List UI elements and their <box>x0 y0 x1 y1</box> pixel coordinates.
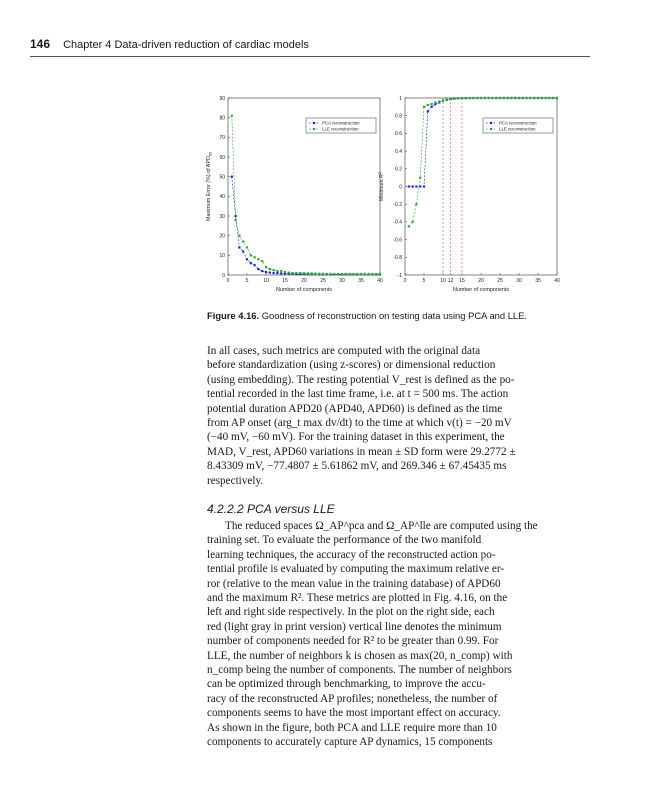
chart1-y-tick-label: 40 <box>219 194 225 201</box>
header-rule <box>30 56 590 57</box>
chart1-data-point-pca <box>265 271 267 273</box>
text-line: (using embedding). The resting potential V_rest is defined as the po- <box>207 373 515 386</box>
chart2-data-point-lle <box>545 97 547 99</box>
chart1-data-point-lle <box>280 270 282 272</box>
chart1-data-point-lle <box>284 271 286 273</box>
chart1-series-line-lle <box>232 116 380 274</box>
chart2-y-tick-label: 1 <box>399 95 402 102</box>
chart1-data-point-lle <box>337 273 339 275</box>
chart1-legend-marker <box>313 122 315 124</box>
chart1-data-point-lle <box>273 269 275 271</box>
chart2-data-point-lle <box>537 97 539 99</box>
chart1-series-line-pca <box>232 177 380 275</box>
figure-4-16 <box>195 90 571 302</box>
chart1-data-point-lle <box>371 273 373 275</box>
chart1-data-point-lle <box>364 273 366 275</box>
chart2-data-point-pca <box>431 106 433 108</box>
chart2-x-tick-label: 12 <box>447 278 454 284</box>
chart1-data-point-lle <box>238 235 240 237</box>
chart1-y-tick-label: 50 <box>219 174 225 181</box>
section-heading: 4.2.2.2 PCA versus LLE <box>207 502 335 516</box>
chart1-y-tick-label: 20 <box>219 233 225 240</box>
text-line: learning techniques, the accuracy of the reconstructed action po- <box>207 548 496 561</box>
text-line: from AP onset (arg_t max dv/dt) to the time at which v(t) = −20 mV <box>207 417 512 430</box>
chart1-x-tick-label: 25 <box>320 278 326 284</box>
chart2-data-point-lle <box>434 101 436 103</box>
chart2-x-tick-label: 35 <box>535 278 541 284</box>
chart2-data-point-lle <box>484 97 486 99</box>
chapter-title: Chapter 4 Data-driven reduction of cardiac models <box>63 39 309 51</box>
text-line: In all cases, such metrics are computed with the original data <box>207 345 481 357</box>
chart1-data-point-pca <box>250 262 252 264</box>
chart1-y-axis-label-sub: 60 <box>208 151 213 157</box>
chart1-x-axis-label: Number of components <box>275 287 333 293</box>
chart2-data-point-lle <box>499 97 501 99</box>
chart2-data-point-lle <box>488 97 490 99</box>
chart1-y-axis-label: Maximum Error (%) of $APD_{60}$ <box>206 151 213 222</box>
chart1-data-point-lle <box>311 272 313 274</box>
chart2-data-point-pca <box>415 185 417 187</box>
chart1-x-tick-label: 5 <box>245 278 249 284</box>
text-line: and the maximum R². These metrics are plotted in Fig. 4.16, on the <box>207 592 508 605</box>
chart2-data-point-lle <box>408 225 410 227</box>
text-line: tential profile is evaluated by computing the maximum relative er- <box>207 563 505 576</box>
chart1-legend-label: PCA reconstruction <box>322 120 360 126</box>
chart2-y-tick-label: -0.6 <box>393 237 402 244</box>
chart1-x-tick-label: 0 <box>226 278 230 284</box>
chart1-data-point-lle <box>352 273 354 275</box>
chart1-data-point-lle <box>333 273 335 275</box>
text-line: before standardization (using z-scores) or dimensional reduction <box>207 359 496 372</box>
chart1-data-point-pca <box>269 272 271 274</box>
chart1-data-point-lle <box>276 270 278 272</box>
text-line: left and right side respectively. In the plot on the right side, each <box>207 606 495 619</box>
chart1-data-point-lle <box>330 273 332 275</box>
chart1-data-point-lle <box>349 273 351 275</box>
chart2-data-point-lle <box>465 97 467 99</box>
text-line: racy of the reconstructed AP profiles; nonetheless, the number of <box>207 692 498 705</box>
caption-text: Goodness of reconstruction on testing data using PCA and LLE. <box>259 310 527 321</box>
chart2-y-tick-label: -0.4 <box>393 219 402 226</box>
chart2-data-point-lle <box>415 203 417 205</box>
chart2-data-point-lle <box>522 97 524 99</box>
chart2-data-point-pca <box>412 185 414 187</box>
chart1-data-point-lle <box>322 273 324 275</box>
chart2-data-point-pca <box>419 185 421 187</box>
chart1-data-point-lle <box>345 273 347 275</box>
caption-label: Figure 4.16. <box>207 310 260 321</box>
chart2-data-point-lle <box>427 104 429 106</box>
text-line: components seems to have the most important effect on accuracy. <box>207 707 501 720</box>
chart2-data-point-lle <box>533 97 535 99</box>
text-line: components to accurately capture AP dynamics, 15 components <box>207 736 493 749</box>
chart1-data-point-lle <box>231 115 233 117</box>
chart1-legend-marker <box>313 128 315 130</box>
text-line: MAD, V_rest, APD60 variations in mean ± SD form were 29.2772 ± <box>207 445 516 458</box>
chart2-data-point-lle <box>491 97 493 99</box>
chart1-legend-label: LLE reconstruction <box>322 126 359 132</box>
chart2-data-point-lle <box>419 177 421 179</box>
text-line: red (light gray in print version) vertical line denotes the minimum <box>207 620 502 633</box>
chart1-data-point-lle <box>303 272 305 274</box>
text-line: The reduced spaces Ω_AP^pca and Ω_AP^lle are computed using the <box>225 520 538 532</box>
chart2-x-tick-label: 25 <box>497 278 503 284</box>
text-line: (−40 mV, −60 mV). For the training dataset in this experiment, the <box>207 431 505 444</box>
chart1-y-tick-label: 10 <box>219 253 225 260</box>
chart1-data-point-lle <box>242 240 244 242</box>
chart2-data-point-lle <box>461 97 463 99</box>
chart2-data-point-lle <box>495 97 497 99</box>
chart1-data-point-lle <box>288 272 290 274</box>
chart2-x-tick-label: 40 <box>554 278 560 284</box>
chart2-data-point-lle <box>431 103 433 105</box>
text-line: As shown in the figure, both PCA and LLE require more than 10 <box>207 721 497 734</box>
chart2-data-point-lle <box>514 97 516 99</box>
chart2-y-axis-label-sup: 2 <box>378 171 382 174</box>
chart2-data-point-lle <box>552 97 554 99</box>
chart2-y-tick-label: 0.6 <box>395 131 402 138</box>
chart2-x-tick-label: 15 <box>459 278 465 284</box>
text-line: ror (relative to the mean value in the training database) of APD60 <box>207 577 501 590</box>
chart1-data-point-lle <box>356 273 358 275</box>
chart1-data-point-lle <box>250 254 252 256</box>
chart1-data-point-lle <box>299 272 301 274</box>
chart1-data-point-lle <box>235 219 237 221</box>
chart2-data-point-lle <box>556 97 558 99</box>
chart1-data-point-lle <box>326 273 328 275</box>
chart2-y-tick-label: 0.8 <box>395 113 402 120</box>
text-line: number of components needed for R² to be greater than 0.99. For <box>207 635 499 648</box>
chart1-data-point-pca <box>261 270 263 272</box>
chart2-y-tick-label: 0.4 <box>395 148 402 155</box>
chart2-legend-marker <box>490 128 492 130</box>
chart1-x-tick-label: 35 <box>358 278 364 284</box>
chart2-x-tick-label: 10 <box>440 278 446 284</box>
chart2-data-point-lle <box>446 99 448 101</box>
chart1-data-point-pca <box>238 246 240 248</box>
chart1-data-point-lle <box>265 266 267 268</box>
chart1-data-point-lle <box>314 273 316 275</box>
chart2-data-point-lle <box>541 97 543 99</box>
chart2-data-point-lle <box>469 97 471 99</box>
chart2-y-tick-label: -0.2 <box>393 202 402 208</box>
chart2-x-tick-label: 5 <box>422 278 426 284</box>
chart2-data-point-lle <box>548 97 550 99</box>
chart2-series-line-pca <box>409 98 557 187</box>
paragraph-metrics <box>207 344 561 488</box>
chart2-legend-label: PCA reconstruction <box>499 120 537 126</box>
chart1-y-tick-label: 90 <box>219 95 225 102</box>
chart2-y-tick-label: -0.8 <box>393 255 402 262</box>
chart2-y-tick-label: 0.2 <box>395 166 402 173</box>
chart2-data-point-lle <box>423 106 425 108</box>
text-line: can be optimized through benchmarking, to improve the accu- <box>207 678 486 691</box>
chart1-data-point-lle <box>257 258 259 260</box>
chart2-data-point-pca <box>408 185 410 187</box>
chart1-data-point-pca <box>273 272 275 274</box>
chart2-data-point-lle <box>453 98 455 100</box>
chart1-data-point-pca <box>257 268 259 270</box>
chart1-data-point-pca <box>254 264 256 266</box>
chart2-data-point-pca <box>423 185 425 187</box>
chart2-data-point-lle <box>442 100 444 102</box>
text-line: respectively. <box>207 474 264 487</box>
chart1-x-tick-label: 20 <box>301 278 307 284</box>
paragraph-pca-vs-lle <box>207 519 561 750</box>
chart1-data-point-lle <box>261 260 263 262</box>
chart2-data-point-lle <box>476 97 478 99</box>
chart2-data-point-lle <box>503 97 505 99</box>
chart1-data-point-lle <box>246 246 248 248</box>
chart1-x-tick-label: 40 <box>377 278 383 284</box>
chart1-y-tick-label: 70 <box>219 135 225 142</box>
chart2-y-axis-label: Minimum $R^2$ <box>378 171 385 202</box>
chart1-data-point-lle <box>375 273 377 275</box>
chart2-x-tick-label: 0 <box>403 278 407 284</box>
chart2-legend-label: LLE reconstruction <box>499 126 536 132</box>
text-line: potential duration APD20 (APD40, APD60) is defined as the time <box>207 402 503 415</box>
chart1-data-point-lle <box>269 268 271 270</box>
chart2-data-point-lle <box>526 97 528 99</box>
chart1-data-point-pca <box>280 272 282 274</box>
chart2-data-point-lle <box>457 97 459 99</box>
running-header <box>30 37 590 55</box>
text-line: n_comp being the number of components. The number of neighbors <box>207 664 512 677</box>
text-line: LLE, the number of neighbors k is chosen as max(20, n_comp) with <box>207 649 513 662</box>
chart2-x-tick-label: 30 <box>516 278 522 284</box>
chart2-y-tick-label: -1 <box>397 272 402 279</box>
chart1-data-point-lle <box>292 272 294 274</box>
text-line: tential recorded in the last time frame, i.e. at t = 500 ms. The action <box>207 388 509 401</box>
chart1-y-tick-label: 80 <box>219 115 225 122</box>
chart1-data-point-pca <box>242 250 244 252</box>
chart2-data-point-lle <box>412 221 414 223</box>
chart1-data-point-lle <box>295 272 297 274</box>
chart2-x-axis-label: Number of components <box>452 287 510 293</box>
chart1-x-tick-label: 10 <box>263 278 269 284</box>
chart1-data-point-pca <box>246 258 248 260</box>
chart1-data-point-lle <box>318 273 320 275</box>
chart2-y-tick-label: 0 <box>399 184 402 191</box>
chart1-x-tick-label: 15 <box>282 278 288 284</box>
chart2-data-point-lle <box>510 97 512 99</box>
chart1-data-point-lle <box>360 273 362 275</box>
chart1-x-tick-label: 30 <box>339 278 345 284</box>
chart1-data-point-pca <box>231 176 233 178</box>
chart2-data-point-lle <box>480 97 482 99</box>
chart2-data-point-lle <box>507 97 509 99</box>
figure-caption <box>207 310 597 321</box>
chart2-series-line-lle <box>409 98 557 226</box>
chart1-data-point-lle <box>341 273 343 275</box>
chart1-data-point-pca <box>276 272 278 274</box>
chart2-data-point-lle <box>438 100 440 102</box>
chart2-data-point-lle <box>472 97 474 99</box>
chart1-data-point-lle <box>307 272 309 274</box>
chart2-x-tick-label: 20 <box>478 278 484 284</box>
chart1-y-tick-label: 30 <box>219 213 225 220</box>
text-line: 8.43309 mV, −77.4807 ± 5.61862 mV, and 269.346 ± 67.45435 ms <box>207 460 507 473</box>
chart1-data-point-lle <box>379 273 381 275</box>
page-number: 146 <box>30 37 51 51</box>
chart1-y-tick-label: 60 <box>219 154 225 161</box>
text-line: training set. To evaluate the performance of the two manifold <box>207 534 482 547</box>
chart1-data-point-lle <box>368 273 370 275</box>
chart1-y-tick-label: 0 <box>222 272 225 279</box>
chart2-data-point-lle <box>529 97 531 99</box>
chart2-legend-marker <box>490 122 492 124</box>
chart2-data-point-lle <box>518 97 520 99</box>
chart2-data-point-lle <box>450 98 452 100</box>
chart1-data-point-lle <box>254 256 256 258</box>
chart2-data-point-pca <box>427 110 429 112</box>
